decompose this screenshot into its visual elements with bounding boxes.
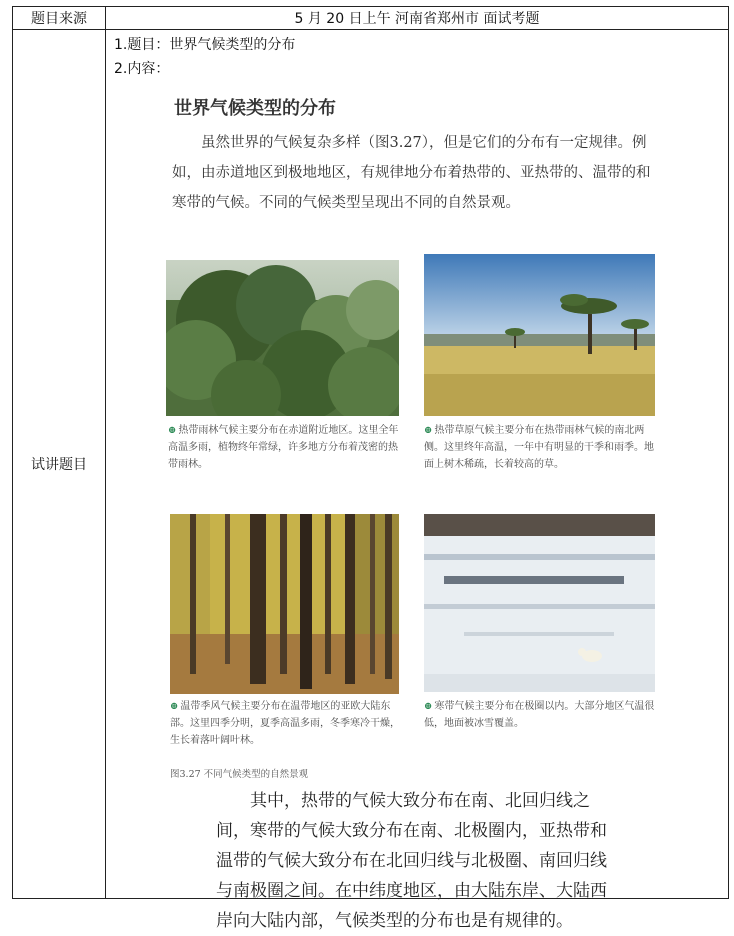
leaf-icon: ⊕: [170, 701, 179, 712]
leaf-icon: ⊕: [168, 425, 177, 436]
content-line: 2.内容：: [114, 61, 170, 77]
source-label: 题目来源: [13, 7, 106, 30]
caption-polar-text: 寒带气候主要分布在极圈以内。大部分地区气温很低，地面被冰雪覆盖。: [424, 701, 655, 729]
caption-polar: [424, 698, 656, 732]
topic-label: 试讲题目: [13, 30, 106, 899]
document-sheet: [12, 6, 729, 931]
textbook-paragraph: 虽然世界的气候复杂多样（图3.27），但是它们的分布有一定规律。例如，由赤道地区到极地地区，有规律地分布着热带的、亚热带的、温带的和寒带的气候。不同的气候类型呈现出不同的自然景观。: [172, 135, 651, 211]
polar-photo: [424, 514, 655, 692]
caption-rainforest-text: 热带雨林气候主要分布在赤道附近地区。这里全年高温多雨，植物终年常绿，许多地方分布着茂密的热带雨林。: [168, 425, 399, 470]
temperate-forest-photo: [170, 514, 399, 694]
leaf-icon: ⊕: [424, 425, 433, 436]
caption-temperate: [170, 698, 402, 749]
caption-temperate-text: 温带季风气候主要分布在温带地区的亚欧大陆东部。这里四季分明，夏季高温多雨，冬季寒冷干燥，生长着落叶阔叶林。: [170, 701, 400, 746]
rainforest-photo: [166, 260, 399, 416]
caption-savanna-text: 热带草原气候主要分布在热带雨林气候的南北两侧。这里终年高温，一年中有明显的干季和雨季。地面上树木稀疏，长着较高的草。: [424, 425, 654, 470]
savanna-photo: [424, 254, 655, 416]
caption-rainforest: [168, 422, 400, 473]
textbook-title: 世界气候类型的分布: [174, 98, 336, 119]
leaf-icon: ⊕: [424, 701, 433, 712]
source-value: 5 月 20 日上午 河南省郑州市 面试考题: [106, 7, 729, 30]
content-cell: [106, 30, 729, 931]
figure-label: 图3.27 不同气候类型的自然景观: [170, 769, 309, 780]
caption-savanna: [424, 422, 656, 473]
info-table: [12, 6, 729, 931]
topic-line: 1.题目：世界气候类型的分布: [114, 37, 296, 53]
header-row: [13, 7, 729, 30]
textbook-paragraph-2: 其中，热带的气候大致分布在南、北回归线之间，寒带的气候大致分布在南、北极圈内，亚热带和温带的气候大致分布在北回归线与北极圈、南回归线与南极圈之间。在中纬度地区，由大陆东岸、大陆西岸向大陆内部，气候类型的分布也是有规律的。: [216, 791, 607, 931]
content-row: [13, 30, 729, 899]
